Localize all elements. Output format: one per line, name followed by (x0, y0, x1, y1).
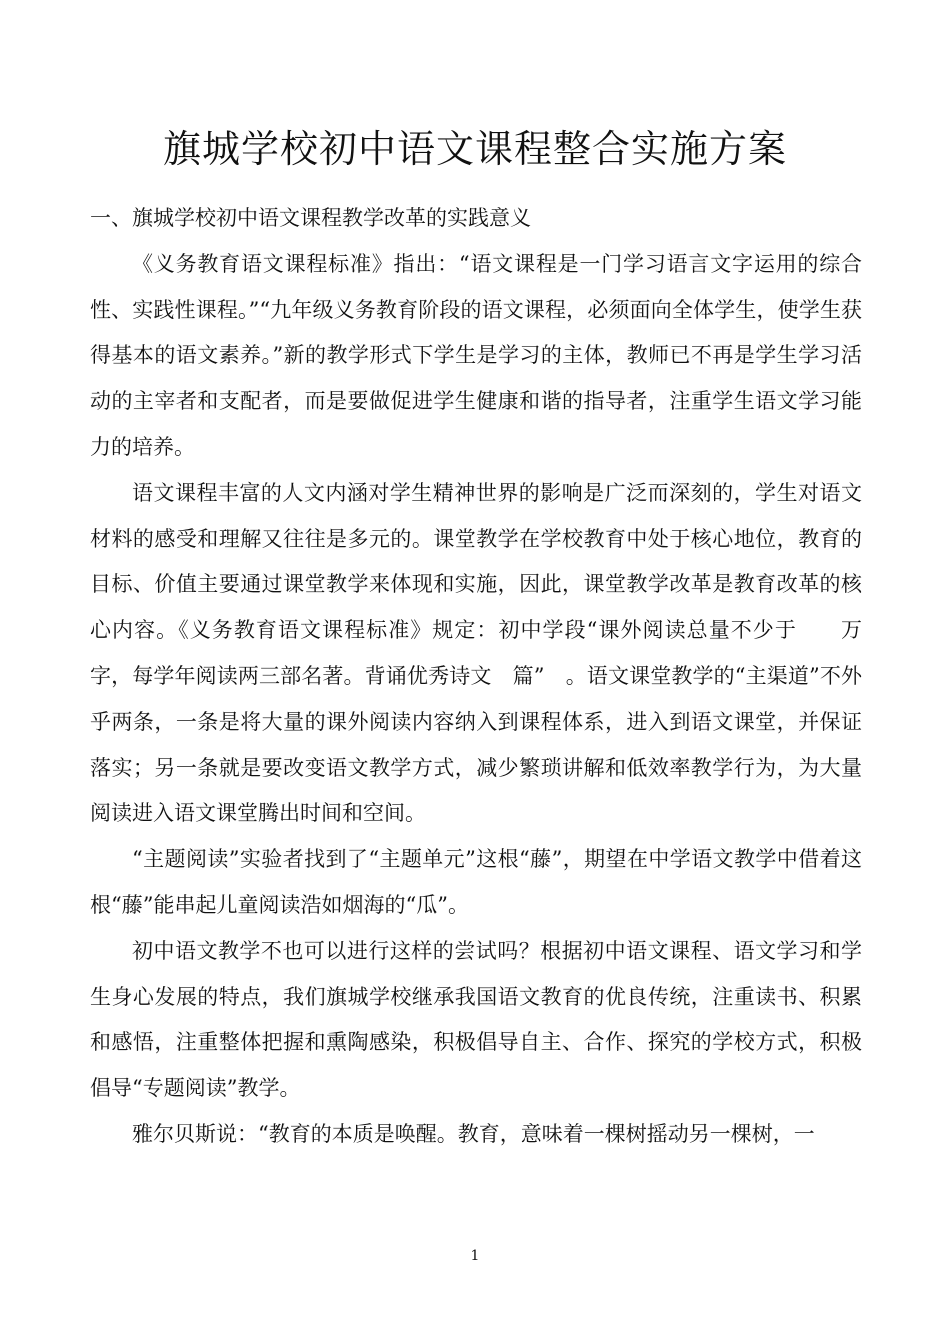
section-heading: 一、旗城学校初中语文课程教学改革的实践意义 (90, 206, 531, 230)
paragraph-humanistic-content: 语文课程丰富的人文内涵对学生精神世界的影响是广泛而深刻的，学生对语文材料的感受和理解又往往是多元的。课堂教学在学校教育中处于核心地位，教育的目标、价值主要通过课堂教学来体现和实施，因此，课堂教学改革是教育改革的核心内容。《义务教育语文课程标准》规定：初中学段“课外阅读总量不少于 万字，每学年阅读两三部名著。背诵优秀诗文 篇” 。语文课堂教学的“主渠道”不外乎两条，一条是将大量的课外阅读内容纳入到课程体系，进入到语文课堂，并保证落实；另一条就是要改变语文教学方式，减少繁琐讲解和低效率教学行为，为大量阅读进入语文课堂腾出时间和空间。 (90, 480, 862, 826)
paragraph-jaspers-quote: 雅尔贝斯说：“教育的本质是唤醒。教育，意味着一棵树摇动另一棵树，一 (132, 1121, 815, 1146)
document-body (90, 196, 862, 1158)
paragraph-curriculum-standard: 《义务教育语文课程标准》指出：“语文课程是一门学习语言文字运用的综合性、实践性课程。”“九年级义务教育阶段的语文课程，必须面向全体学生，使学生获得基本的语文素养。”新的教学形式下学生是学习的主体，教师已不再是学生学习活动的主宰者和支配者，而是要做促进学生健康和谐的指导者，注重学生语文学习能力的培养。 (90, 251, 862, 459)
page-number: 1 (470, 1248, 480, 1264)
paragraph-theme-reading: “主题阅读”实验者找到了“主题单元”这根“藤”，期望在中学语文教学中借着这根“藤”能串起儿童阅读浩如烟海的“瓜”。 (90, 847, 862, 917)
document-title: 旗城学校初中语文课程整合实施方案 (162, 127, 787, 171)
paragraph-junior-teaching: 初中语文教学不也可以进行这样的尝试吗？根据初中语文课程、语文学习和学生身心发展的特点，我们旗城学校继承我国语文教育的优良传统，注重读书、积累和感悟，注重整体把握和熏陶感染，积极倡导自主、合作、探究的学校方式，积极倡导“专题阅读”教学。 (90, 938, 862, 1101)
